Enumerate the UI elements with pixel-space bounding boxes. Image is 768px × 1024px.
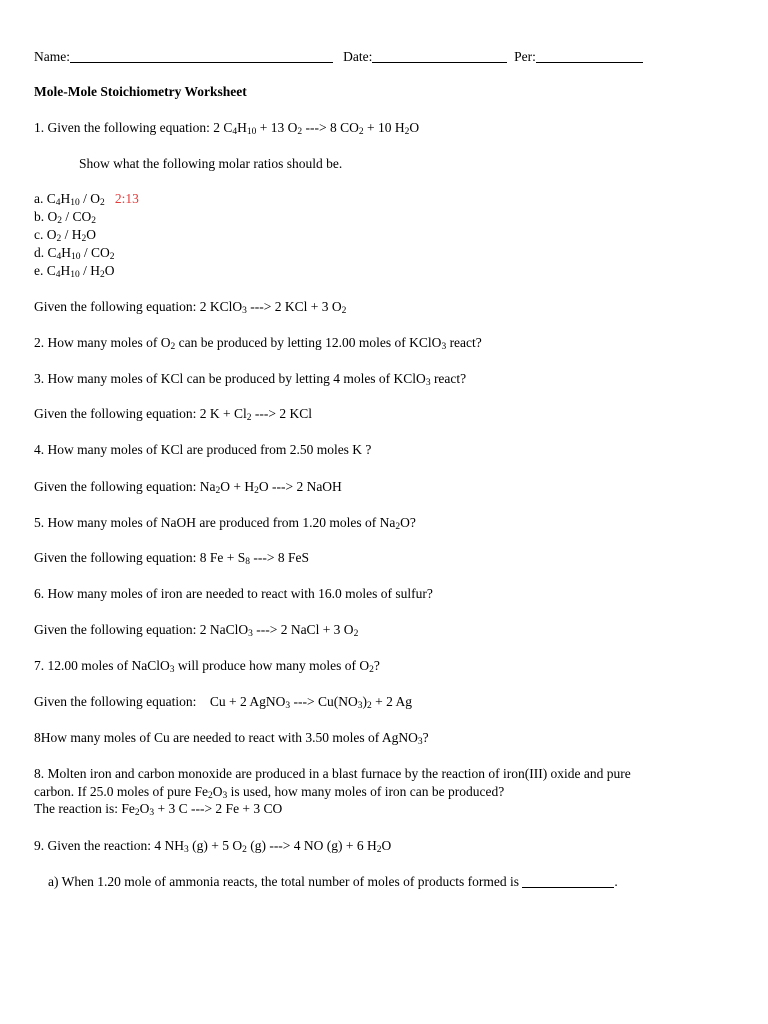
equation-naoh: Given the following equation: $Na_2O + H_2O$ ---> 2 NaOH [34, 479, 342, 496]
equation-naclo3: Given the following equation: 2 NaClO$_3$ ---> 2 NaCl + 3 $O_2$ [34, 622, 359, 639]
equation-fes: Given the following equation: 8 $Fe + S_8$ ---> 8 FeS [34, 550, 309, 567]
ratio-e: e. $C_4H_{10} / H_2O$ [34, 263, 115, 280]
ratio-b: b. $O_2 / CO_2$ [34, 209, 97, 226]
q1-equation: 1. Given the following equation: 2 $C_4H_{10} + 13$ $O_2$ ---> 8 $CO_2 + 10$ $H_2O$ [34, 120, 420, 137]
q1-instruction: Show what the following molar ratios should be. [79, 156, 343, 171]
question-3: 3. How many moles of KCl can be produced by letting 4 moles of KClO$_3$ react? [34, 371, 467, 388]
question-8-line2: carbon. If 25.0 moles of pure $Fe_2O_3$ is used, how many moles of iron can be produced? [34, 784, 505, 801]
q9a-answer-blank[interactable] [522, 875, 614, 888]
question-4: 4. How many moles of KCl are produced from 2.50 moles K ? [34, 442, 372, 457]
equation-kcl: Given the following equation: 2 $K + Cl_2$ ---> 2 KCl [34, 406, 312, 423]
per-blank[interactable] [536, 50, 643, 63]
question-5: 5. How many moles of NaOH are produced from 1.20 moles of $Na_2O$? [34, 515, 416, 532]
question-2: 2. How many moles of $O_2$ can be produced by letting 12.00 moles of KClO$_3$ react? [34, 335, 482, 352]
question-7: 7. 12.00 moles of NaClO$_3$ will produce how many moles of $O_2$? [34, 658, 380, 675]
question-8-line1: 8. Molten iron and carbon monoxide are produced in a blast furnace by the reaction of iron(III) oxide and pure [34, 766, 631, 781]
ratio-d: d. $C_4H_{10} / CO_2$ [34, 245, 115, 262]
question-6: 6. How many moles of iron are needed to react with 16.0 moles of sulfur? [34, 586, 433, 601]
date-label: Date: [343, 49, 373, 64]
name-label: Name: [34, 49, 70, 64]
question-8a: 8How many moles of Cu are needed to react with 3.50 moles of AgNO$_3$? [34, 730, 429, 747]
ratio-c: c. $O_2 / H_2O$ [34, 227, 96, 244]
per-label: Per: [514, 49, 536, 64]
date-blank[interactable] [372, 50, 507, 63]
equation-kclo3: Given the following equation: 2 KClO$_3$ ---> 2 KCl + 3 $O_2$ [34, 299, 347, 316]
equation-agno3: Given the following equation: Cu + 2 AgNO$_3$ ---> $Cu(NO_3)_2 + 2$ Ag [34, 694, 412, 711]
question-9a: a) When 1.20 mole of ammonia reacts, the total number of moles of products formed is . [48, 874, 618, 889]
worksheet-title: Mole-Mole Stoichiometry Worksheet [34, 84, 247, 99]
ratio-a-answer: 2:13 [114, 191, 139, 206]
question-9: 9. Given the reaction: 4 $NH_3$ (g) + 5 $O_2$ (g) ---> 4 NO (g) + 6 $H_2O$ [34, 838, 392, 855]
ratio-a: a. $C_4H_{10} / O_2$ 2:13 [34, 191, 139, 208]
question-8-reaction: The reaction is: $Fe_2O_3 + 3$ C ---> 2 Fe + 3 CO [34, 801, 283, 818]
name-blank[interactable] [70, 50, 333, 63]
header-row [34, 48, 643, 65]
